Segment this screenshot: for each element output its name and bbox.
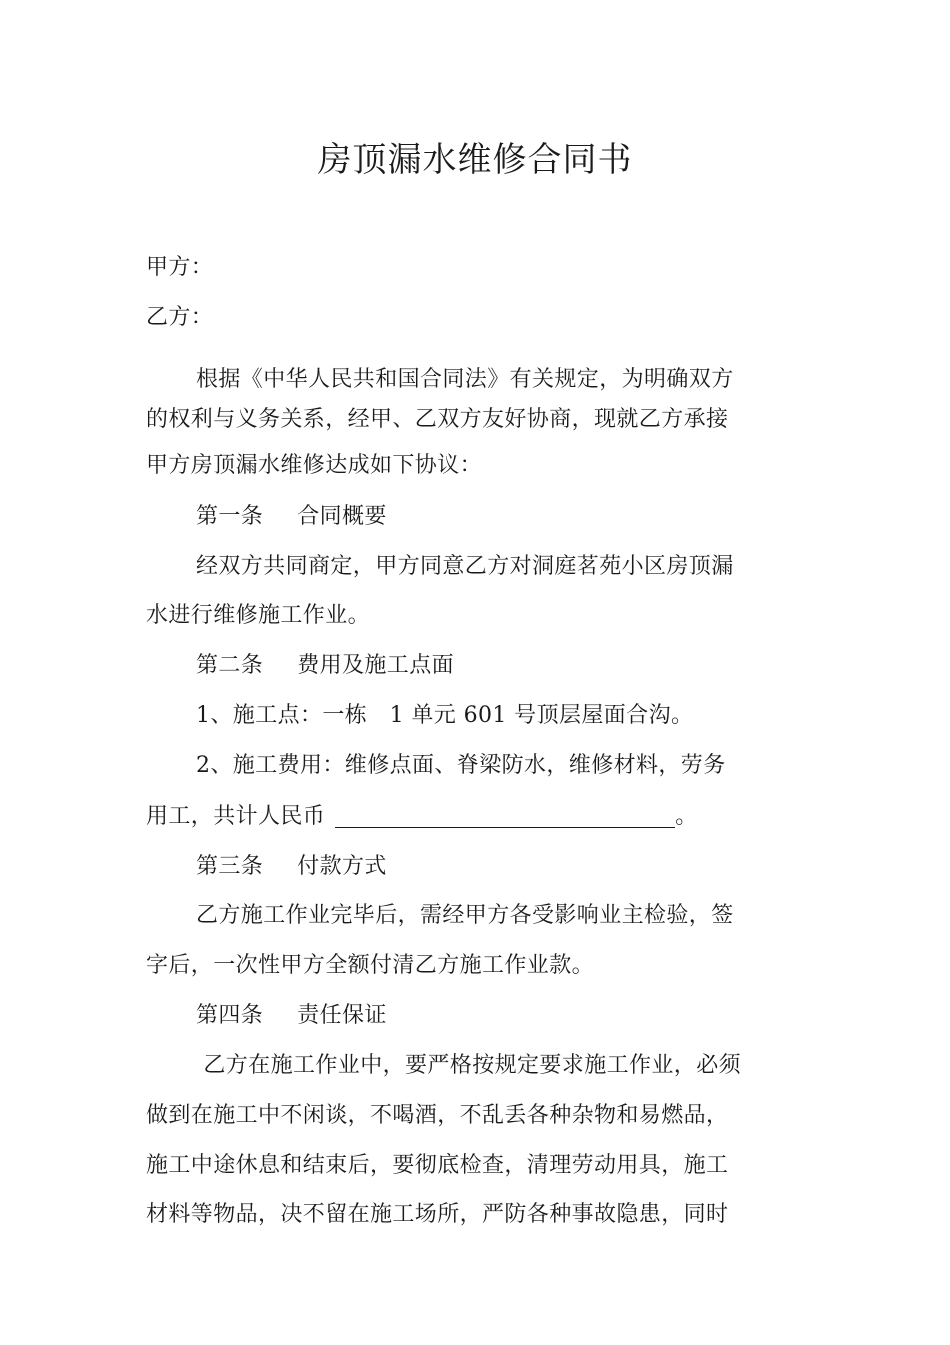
- article-3-text: 乙方施工作业完毕后，需经甲方各受影响业主检验，签: [196, 903, 734, 928]
- article-4-text: 施工中途休息和结束后，要彻底检查，清理劳动用具，施工: [146, 1153, 729, 1178]
- preamble-line: 的权利与义务关系，经甲、乙双方友好协商，现就乙方承接: [146, 407, 729, 432]
- article-2-item-1: 1、施工点：一栋 1 单元 601 号顶层屋面合沟。: [196, 703, 694, 728]
- article-4-title: 责任保证: [297, 1003, 387, 1028]
- article-1-title: 合同概要: [297, 504, 387, 529]
- amount-prefix: 用工，共计人民币: [146, 804, 326, 829]
- article-3-title: 付款方式: [297, 854, 387, 879]
- article-4-text: 材料等物品，决不留在施工场所，严防各种事故隐患，同时: [146, 1202, 729, 1227]
- article-4-text: 乙方在施工作业中，要严格按规定要求施工作业，必须: [196, 1053, 741, 1078]
- article-1-text: 经双方共同商定，甲方同意乙方对洞庭茗苑小区房顶漏: [196, 554, 734, 579]
- amount-blank-line: [335, 805, 675, 828]
- document-title: 房顶漏水维修合同书: [317, 140, 633, 180]
- article-4-text: 做到在施工中不闲谈，不喝酒，不乱丢各种杂物和易燃品，: [146, 1103, 729, 1128]
- article-3-heading: [196, 852, 387, 882]
- article-2-heading: [196, 651, 454, 681]
- article-1-heading: [196, 502, 387, 532]
- article-3-text: 字后，一次性甲方全额付清乙方施工作业款。: [146, 953, 595, 978]
- preamble-line: 根据《中华人民共和国合同法》有关规定，为明确双方: [196, 367, 734, 392]
- article-4-number: 第四条: [196, 1003, 264, 1028]
- amount-suffix: 。: [675, 804, 698, 829]
- party-a-label: 甲方：: [146, 255, 214, 280]
- article-4-heading: [196, 1001, 387, 1031]
- article-2-item-2-cont: [146, 802, 698, 832]
- article-1-number: 第一条: [196, 504, 264, 529]
- article-2-title: 费用及施工点面: [297, 653, 455, 678]
- preamble-line: 甲方房顶漏水维修达成如下协议：: [146, 453, 483, 478]
- party-b-label: 乙方：: [146, 305, 214, 330]
- article-1-text: 水进行维修施工作业。: [146, 603, 371, 628]
- article-2-number: 第二条: [196, 653, 264, 678]
- article-3-number: 第三条: [196, 854, 264, 879]
- article-2-item-2: 2、施工费用：维修点面、脊梁防水，维修材料，劳务: [196, 753, 726, 778]
